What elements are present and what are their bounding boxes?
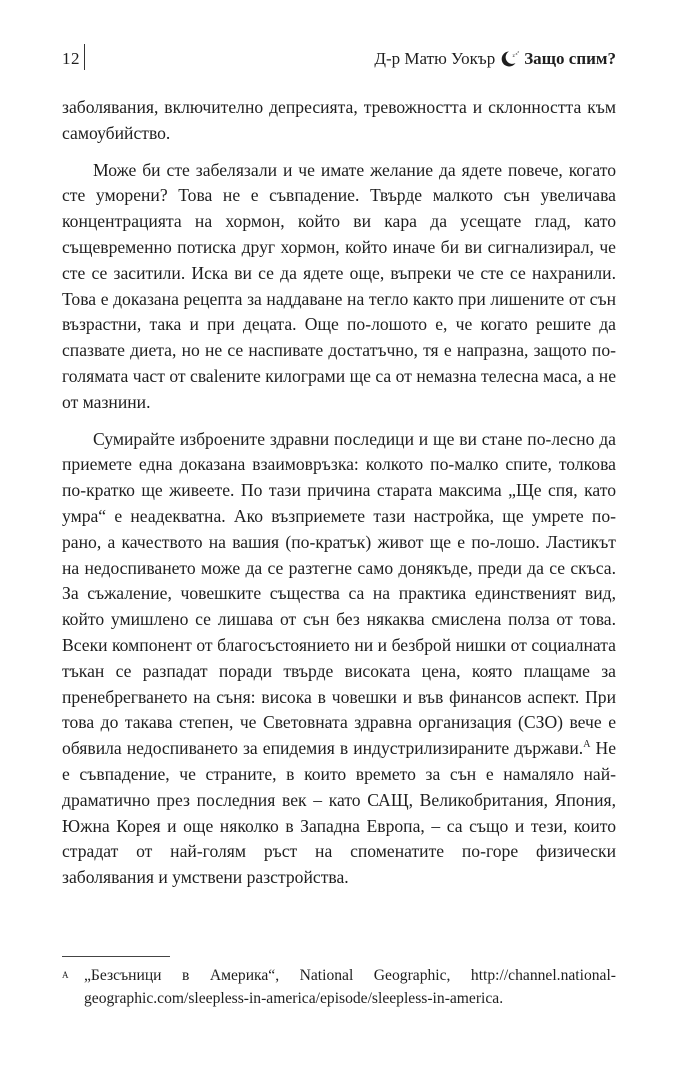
footnote-divider: [62, 956, 170, 957]
paragraph-text: Сумирайте изброените здравни последици и ще ви стане по-лесно да приемете една доказана взаимовръзка: колкото по-малко спите, толкова по-кратко ще живеете. По тази причина старата максима „Ще спя, като умра“ е неадекватна. Ако възприемете тази настройка, ще умрете по-рано, а качеството на вашия (по-кратък) живот ще е по-лошо. Ластикът на недоспиването може да се разтегне само донякъде, преди да се скъса. За съжаление, човешките същества са на практика единственият вид, който умишлено се лишава от сън без някаква смислена полза от това. Всеки компонент от благосъстоянието ни и безброй нишки от социалната тъкан се разпадат поради твърде високата цена, която плащаме за пренебрегването на съня: висока в човешки и във финансов аспект. При това до такава степен, че Световната здравна организация (СЗО) вече е обявила недоспиването за епидемия в индустрилизираните държави.: [62, 428, 616, 759]
moon-icon: [500, 50, 520, 68]
paragraph: Може би сте забелязали и че имате желание да ядете повече, когато сте уморени? Това не е съвпадение. Твърде малкото сън увеличава концентрацията на хормон, който ви кара да усещате глад, като същевременно потиска друг хормон, който иначе би ви сигнализирал, че сте се заситили. Иска ви се да ядете още, въпреки че сте се нахранили. Това е доказана рецепта за наддаване на тегло както при лишените от сън възрастни, така и при децата. Още по-лошото е, че когато решите да спазвате диета, но не се наспивате достатъчно, тя е напразна, защото по-голямата част от сваleните килограми ще са от немазна телесна маса, а не от мазнини.: [62, 159, 616, 412]
footnote-reference[interactable]: A: [583, 739, 591, 751]
svg-text:z: z: [512, 53, 516, 59]
author-name: Д-р Матю Уокър: [374, 49, 496, 68]
body-text: [62, 95, 616, 891]
running-head: [374, 49, 616, 69]
paragraph: [62, 427, 616, 891]
svg-text:z: z: [515, 51, 518, 56]
running-header: [62, 44, 616, 74]
book-title: Защо спим?: [524, 49, 616, 68]
header-divider: [84, 44, 85, 70]
footnote-marker: A: [62, 970, 69, 980]
paragraph: заболявания, включително депресията, тревожността и склонността към самоубийство.: [62, 97, 616, 143]
footnote-text: „Безсъници в Америка“, National Geographic, http://channel.nationalgeographic.com/sleepless-in-america/episode/sleepless-in-america.: [84, 967, 616, 1007]
page-number: 12: [62, 49, 80, 68]
svg-text:z: z: [517, 50, 520, 55]
footnote: [62, 964, 616, 1010]
paragraph-text: Не е съвпадение, че страните, в които времето за сън е намаляло най-драматично през последния век – като САЩ, Великобритания, Япония, Южна Корея и още няколко в Западна Европа, – са също и тези, които страдат от най-голям ръст на споменатите по-горе физически заболявания и умствени разстройства.: [62, 738, 616, 888]
